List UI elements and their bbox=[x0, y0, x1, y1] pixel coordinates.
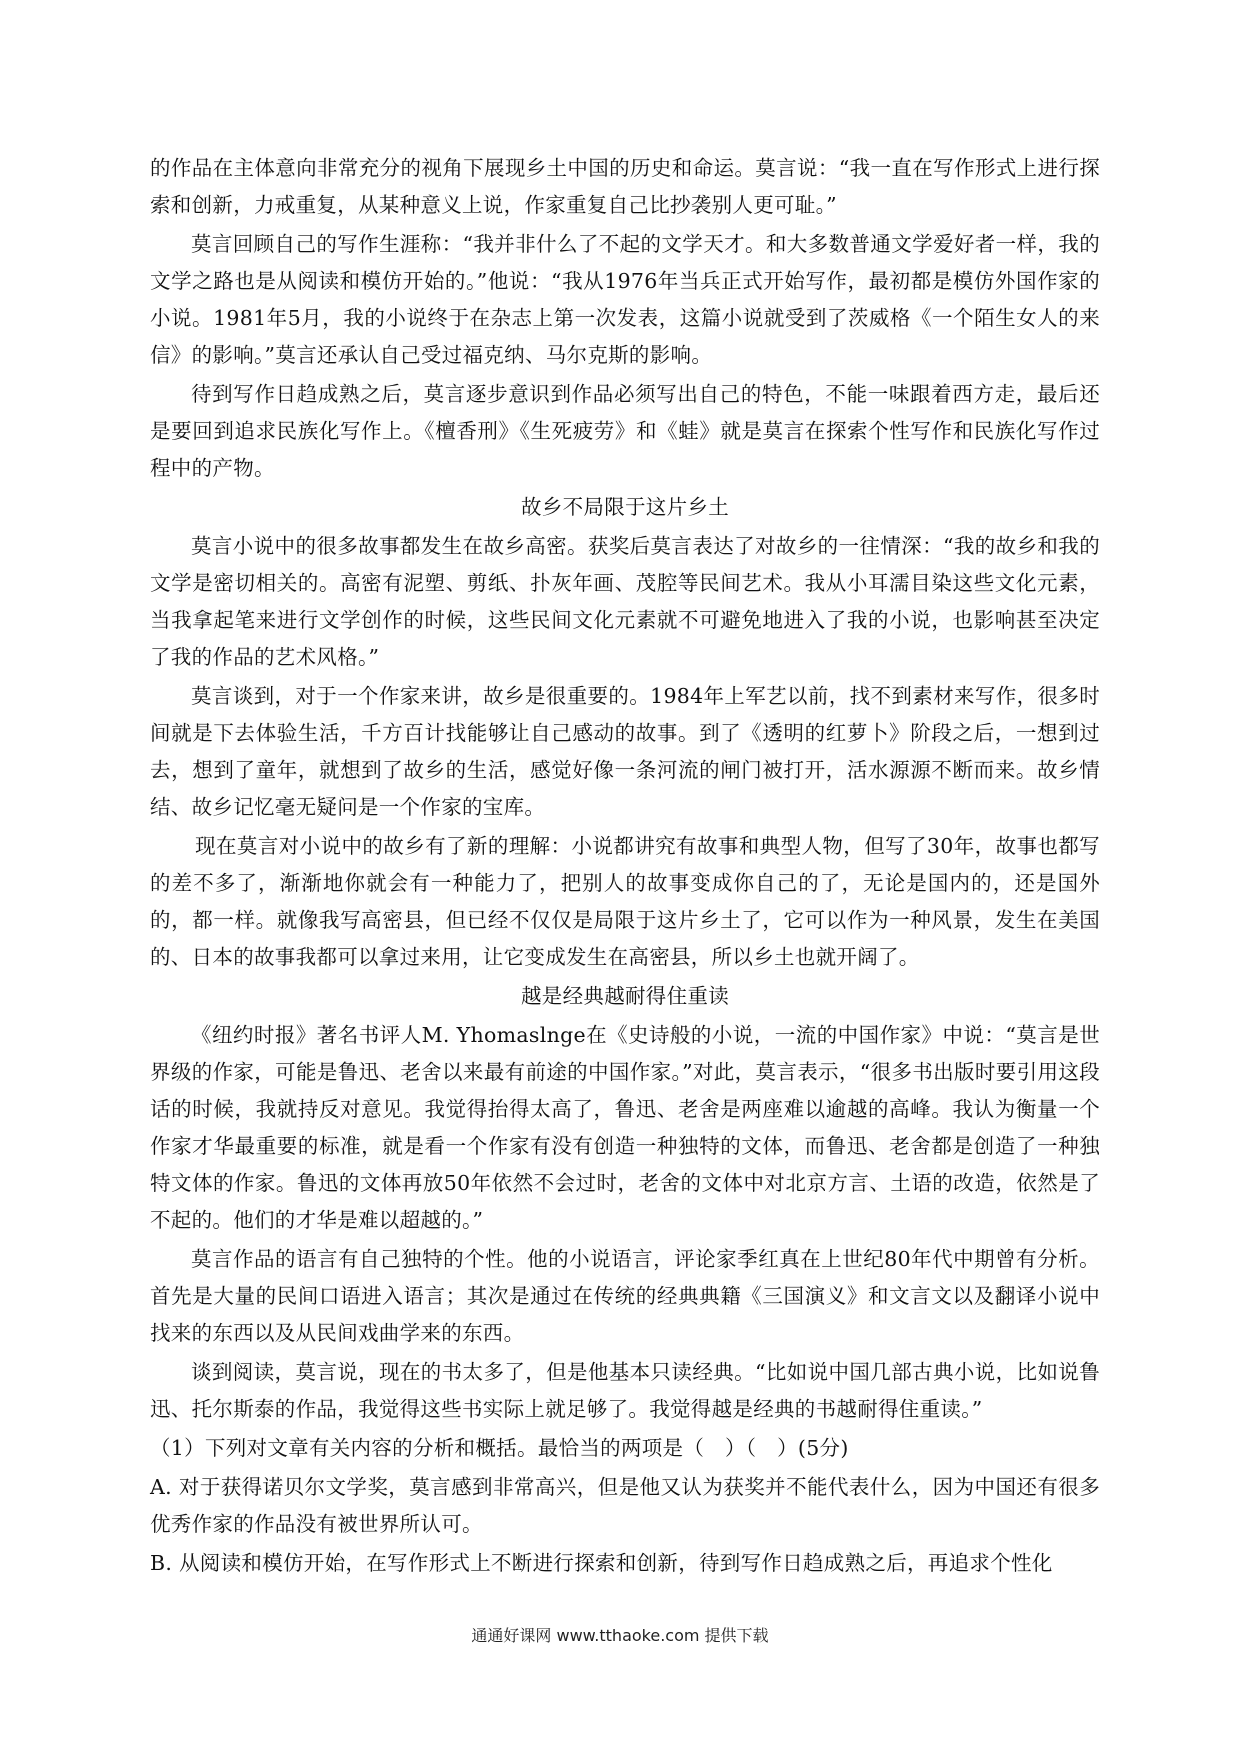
paragraph-2: 莫言回顾自己的写作生涯称：“我并非什么了不起的文学天才。和大多数普通文学爱好者一样，我的文学之路也是从阅读和模仿开始的。”他说：“我从1976年当兵正式开始写作，最初都是模仿外国作家的小说。1981年5月，我的小说终于在杂志上第一次发表，这篇小说就受到了茨威格《一个陌生女人的来信》的影响。”莫言还承认自己受过福克纳、马尔克斯的影响。 bbox=[150, 232, 1100, 367]
page-footer: 通通好课网 www.tthaoke.com 提供下载 bbox=[471, 1626, 769, 1645]
paragraph-8: 莫言作品的语言有自己独特的个性。他的小说语言，评论家季红真在上世纪80年代中期曾有分析。首先是大量的民间口语进入语言；其次是通过在传统的经典典籍《三国演义》和文言文以及翻译小说中找来的东西以及从民间戏曲学来的东西。 bbox=[150, 1247, 1100, 1345]
section-heading-classics: 越是经典越耐得住重读 bbox=[521, 984, 729, 1008]
paragraph-6: 现在莫言对小说中的故乡有了新的理解：小说都讲究有故事和典型人物，但写了30年，故事也都写的差不多了，渐渐地你就会有一种能力了，把别人的故事变成你自己的了，无论是国内的，还是国外的，都一样。就像我写高密县，但已经不仅仅是局限于这片乡土了，它可以作为一种风景，发生在美国的、日本的故事我都可以拿过来用，让它变成发生在高密县，所以乡土也就开阔了。 bbox=[150, 834, 1100, 969]
option-b: B. 从阅读和模仿开始，在写作形式上不断进行探索和创新，待到写作日趋成熟之后，再追求个性化 bbox=[150, 1551, 1053, 1575]
option-a: A. 对于获得诺贝尔文学奖，莫言感到非常高兴，但是他又认为获奖并不能代表什么，因为中国还有很多优秀作家的作品没有被世界所认可。 bbox=[150, 1475, 1100, 1536]
paragraph-3: 待到写作日趋成熟之后，莫言逐步意识到作品必须写出自己的特色，不能一味跟着西方走，最后还是要回到追求民族化写作上。《檀香刑》《生死疲劳》和《蛙》就是莫言在探索个性写作和民族化写作过程中的产物。 bbox=[150, 382, 1100, 480]
document-body bbox=[150, 150, 1100, 1584]
paragraph-4: 莫言小说中的很多故事都发生在故乡高密。获奖后莫言表达了对故乡的一往情深：“我的故乡和我的文学是密切相关的。高密有泥塑、剪纸、扑灰年画、茂腔等民间艺术。我从小耳濡目染这些文化元素，当我拿起笔来进行文学创作的时候，这些民间文化元素就不可避免地进入了我的小说，也影响甚至决定了我的作品的艺术风格。” bbox=[150, 534, 1100, 669]
question-stem: （1）下列对文章有关内容的分析和概括。最恰当的两项是（ ）（ ）(5分) bbox=[150, 1436, 849, 1460]
paragraph-1: 的作品在主体意向非常充分的视角下展现乡土中国的历史和命运。莫言说：“我一直在写作形式上进行探索和创新，力戒重复，从某种意义上说，作家重复自己比抄袭别人更可耻。” bbox=[150, 156, 1100, 217]
paragraph-9: 谈到阅读，莫言说，现在的书太多了，但是他基本只读经典。“比如说中国几部古典小说，比如说鲁迅、托尔斯泰的作品，我觉得这些书实际上就足够了。我觉得越是经典的书越耐得住重读。” bbox=[150, 1360, 1100, 1421]
paragraph-7: 《纽约时报》著名书评人M. Yhomaslnge在《史诗般的小说，一流的中国作家》中说：“莫言是世界级的作家，可能是鲁迅、老舍以来最有前途的中国作家。”对此，莫言表示，“很多书出版时要引用这段话的时候，我就持反对意见。我觉得抬得太高了，鲁迅、老舍是两座难以逾越的高峰。我认为衡量一个作家才华最重要的标准，就是看一个作家有没有创造一种独特的文体，而鲁迅、老舍都是创造了一种独特文体的作家。鲁迅的文体再放50年依然不会过时，老舍的文体中对北京方言、土语的改造，依然是了不起的。他们的才华是难以超越的。” bbox=[150, 1023, 1100, 1232]
section-heading-hometown: 故乡不局限于这片乡土 bbox=[521, 495, 729, 519]
paragraph-5: 莫言谈到，对于一个作家来讲，故乡是很重要的。1984年上军艺以前，找不到素材来写作，很多时间就是下去体验生活，千方百计找能够让自己感动的故事。到了《透明的红萝卜》阶段之后，一想到过去，想到了童年，就想到了故乡的生活，感觉好像一条河流的闸门被打开，活水源源不断而来。故乡情结、故乡记忆毫无疑问是一个作家的宝库。 bbox=[150, 684, 1100, 819]
